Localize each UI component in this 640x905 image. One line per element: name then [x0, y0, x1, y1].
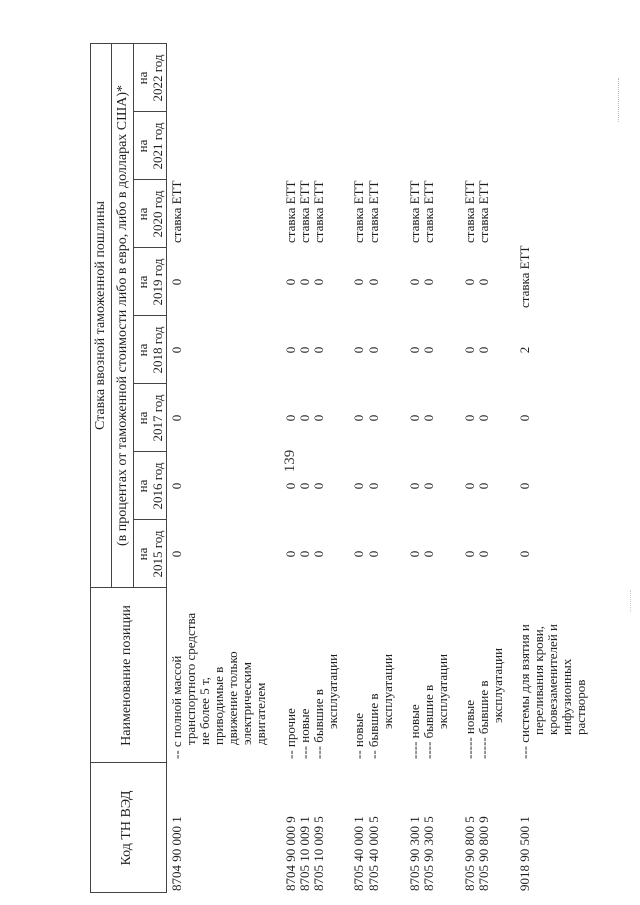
rate-2018: 0: [169, 346, 184, 354]
rate-2019: 0: [283, 278, 298, 286]
row-code: 8705 40 000 5: [366, 816, 381, 891]
rate-ett: ставка ЕТТ: [283, 180, 298, 243]
tariff-table: [90, 43, 622, 893]
rate-2016: 0: [366, 482, 381, 490]
rate-ett: ставка ЕТТ: [517, 245, 532, 308]
row-name: -- прочие: [283, 708, 298, 759]
row-code: 8705 90 300 5: [421, 816, 436, 891]
rate-ett: ставка ЕТТ: [407, 180, 422, 243]
rate-title-divider: [111, 43, 112, 588]
rate-2015: 0: [283, 550, 298, 558]
row-name: --- системы для взятия и переливания крови, кровезаменителей и инфузионных растворов: [517, 624, 588, 759]
rate-ett: ставка ЕТТ: [462, 180, 477, 243]
row-name: ----- бывшие в эксплуатации: [476, 647, 505, 759]
header-name: Наименование позиции: [119, 605, 134, 746]
rate-2016: 0: [297, 482, 312, 490]
year-header-2019: на 2019 год: [135, 258, 165, 306]
row-name: --- бывшие в эксплуатации: [311, 653, 340, 759]
year-header-2016: на 2016 год: [135, 462, 165, 510]
rate-2015: 0: [169, 550, 184, 558]
rate-2018: 0: [366, 346, 381, 354]
row-code: 8705 40 000 1: [351, 816, 366, 891]
row-name: -- новые: [351, 712, 366, 759]
rate-2017: 0: [366, 414, 381, 422]
table-top-border: [90, 43, 91, 893]
rate-2016: 0: [462, 482, 477, 490]
rate-2017: 0: [169, 414, 184, 422]
rate-ett: ставка ЕТТ: [366, 180, 381, 243]
rate-2017: 0: [517, 414, 532, 422]
year-header-2020: на 2020 год: [135, 190, 165, 238]
rate-ett: ставка ЕТТ: [351, 180, 366, 243]
rate-2017: 0: [421, 414, 436, 422]
page-number: 139: [282, 449, 298, 473]
rate-2018: 0: [297, 346, 312, 354]
row-code: 8705 90 300 1: [407, 816, 422, 891]
rate-ett: ставка ЕТТ: [169, 180, 184, 243]
rate-2016: 0: [283, 482, 298, 490]
rate-2017: 0: [351, 414, 366, 422]
row-name: -- бывшие в эксплуатации: [366, 653, 395, 759]
year-header-2021: на 2021 год: [135, 122, 165, 170]
rate-2015: 0: [311, 550, 326, 558]
rate-2019: 0: [169, 278, 184, 286]
scan-edge-mark: [630, 590, 632, 612]
row-name: ---- бывшие в эксплуатации: [421, 653, 450, 759]
row-code: 8704 90 000 1: [169, 816, 184, 891]
row-code: 8704 90 000 9: [283, 816, 298, 891]
header-code: Код ТН ВЭД: [119, 790, 134, 866]
year-header-2017: на 2017 год: [135, 394, 165, 442]
rate-2019: 0: [297, 278, 312, 286]
scan-edge-mark: [618, 78, 620, 122]
rate-ett: ставка ЕТТ: [421, 180, 436, 243]
header-bottom-border: [166, 43, 167, 893]
rate-2018: 2: [517, 346, 532, 354]
rate-2016: 0: [476, 482, 491, 490]
rate-2015: 0: [462, 550, 477, 558]
rate-2016: 0: [169, 482, 184, 490]
rate-2016: 0: [421, 482, 436, 490]
row-code: 8705 90 800 9: [476, 816, 491, 891]
rate-2015: 0: [517, 550, 532, 558]
rate-2018: 0: [311, 346, 326, 354]
row-code: 8705 10 009 5: [311, 816, 326, 891]
rate-2019: 0: [476, 278, 491, 286]
row-code: 9018 90 500 1: [517, 816, 532, 891]
year-header-2015: на 2015 год: [135, 530, 165, 578]
rate-2017: 0: [407, 414, 422, 422]
rate-ett: ставка ЕТТ: [476, 180, 491, 243]
rate-2015: 0: [421, 550, 436, 558]
rate-2016: 0: [311, 482, 326, 490]
rate-2019: 0: [407, 278, 422, 286]
rate-2019: 0: [462, 278, 477, 286]
rate-2017: 0: [462, 414, 477, 422]
rate-title: Ставка ввозной таможенной пошлины: [93, 200, 108, 431]
year-header-2018: на 2018 год: [135, 326, 165, 374]
rate-2017: 0: [297, 414, 312, 422]
rate-2015: 0: [407, 550, 422, 558]
row-code: 8705 90 800 5: [462, 816, 477, 891]
rate-2017: 0: [311, 414, 326, 422]
rate-2018: 0: [283, 346, 298, 354]
row-name: -- с полной массой транспортного средства не более 5 т, приводимые в движение только электрическим двигателем: [169, 612, 268, 759]
rate-2018: 0: [421, 346, 436, 354]
rate-2017: 0: [283, 414, 298, 422]
rate-2019: 0: [421, 278, 436, 286]
row-code: 8705 10 009 1: [297, 816, 312, 891]
rate-2019: 0: [351, 278, 366, 286]
row-name: ----- новые: [462, 700, 477, 759]
rate-2015: 0: [297, 550, 312, 558]
rate-2018: 0: [351, 346, 366, 354]
rate-2016: 0: [517, 482, 532, 490]
rate-2015: 0: [351, 550, 366, 558]
rate-2019: 0: [366, 278, 381, 286]
rate-subtitle: (в процентах от таможенной стоимости либо в евро, либо в долларах США)*: [115, 84, 130, 547]
row-name: --- новые: [297, 708, 312, 759]
rate-ett: ставка ЕТТ: [297, 180, 312, 243]
year-header-2022: на 2022 год: [135, 54, 165, 102]
rate-2018: 0: [462, 346, 477, 354]
rate-2015: 0: [366, 550, 381, 558]
rate-2018: 0: [476, 346, 491, 354]
rate-2017: 0: [476, 414, 491, 422]
row-name: ---- новые: [407, 704, 422, 759]
rate-ett: ставка ЕТТ: [311, 180, 326, 243]
rate-2016: 0: [351, 482, 366, 490]
rate-2018: 0: [407, 346, 422, 354]
rate-2016: 0: [407, 482, 422, 490]
rate-2015: 0: [476, 550, 491, 558]
rate-2019: 0: [311, 278, 326, 286]
